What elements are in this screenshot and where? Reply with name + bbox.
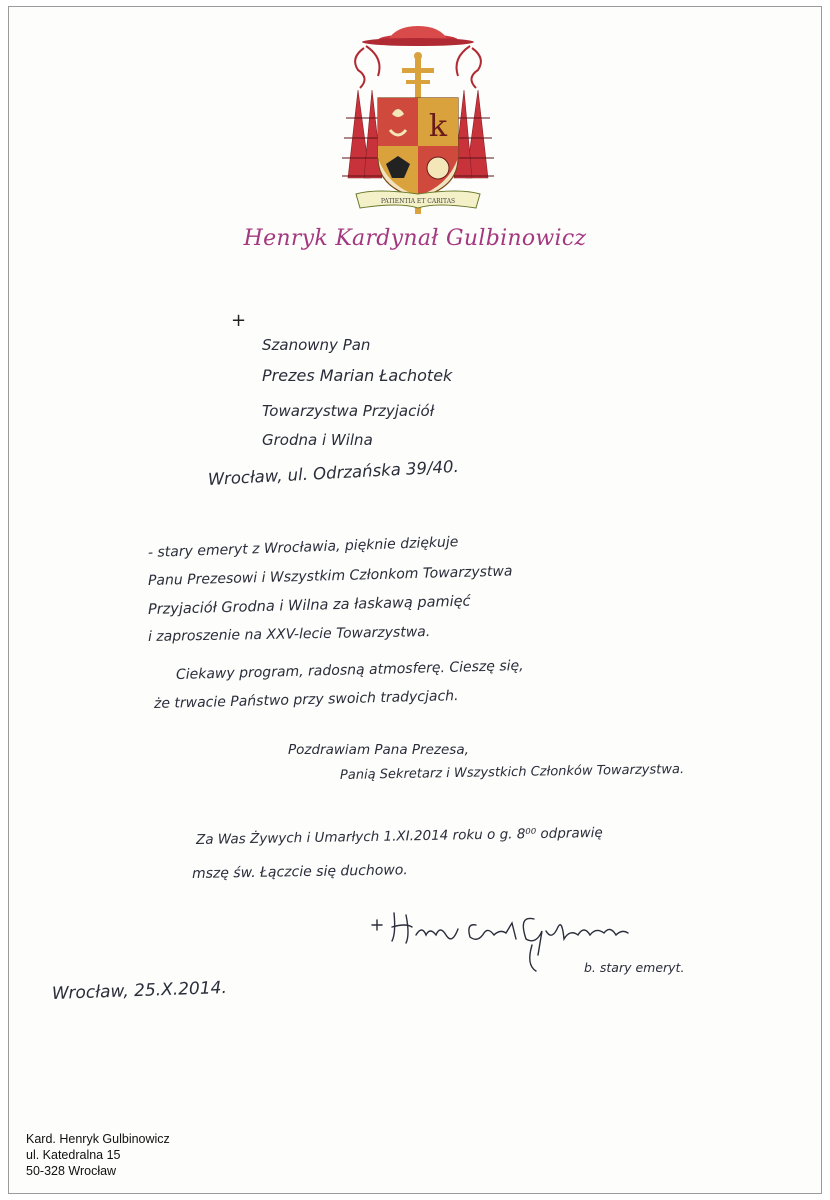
closing-line-1: Za Was Żywych i Umarłych 1.XI.2014 roku o g. 8⁰⁰ odprawię — [195, 824, 603, 848]
sender-name: Kard. Henryk Gulbinowicz — [26, 1132, 170, 1146]
cross-mark: + — [231, 310, 247, 331]
greeting-line-1: Pozdrawiam Pana Prezesa, — [288, 742, 469, 758]
letter-date: Wrocław, 25.X.2014. — [51, 977, 228, 1004]
svg-text:+ Henryk Card. Gulbinowicz: + Henryk Card. Gulbinowicz — [374, 905, 386, 906]
body-line-1: - stary emeryt z Wrocławia, pięknie dziękuje — [147, 534, 459, 561]
letterhead-name: Henryk Kardynał Gulbinowicz — [243, 226, 587, 251]
sender-street: ul. Katedralna 15 — [26, 1148, 121, 1162]
greeting-line-2: Panią Sekretarz i Wszystkich Członków Towarzystwa. — [339, 761, 685, 783]
motto-text: PATIENTIA ET CARITAS — [380, 198, 456, 205]
address-line-5: Wrocław, ul. Odrzańska 39/40. — [207, 456, 460, 489]
body-line-6: że trwacie Państwo przy swoich tradycjach. — [153, 688, 459, 712]
address-line-1: Szanowny Pan — [262, 336, 371, 354]
address-line-2: Prezes Marian Łachotek — [262, 366, 453, 385]
body-line-5: Ciekawy program, radosną atmosferę. Cieszę się, — [175, 657, 524, 683]
coat-of-arms-emblem — [336, 18, 500, 223]
sender-city: 50-328 Wrocław — [26, 1164, 117, 1178]
address-line-3: Towarzystwa Przyjaciół — [262, 402, 435, 420]
body-line-2: Panu Prezesowi i Wszystkim Członkom Towarzystwa — [147, 563, 513, 589]
closing-line-2: mszę św. Łączcie się duchowo. — [191, 862, 408, 882]
body-line-3: Przyjaciół Grodna i Wilna za łaskawą pamięć — [147, 593, 471, 618]
signature-note: b. stary emeryt. — [584, 960, 685, 975]
body-line-4: i zaproszenie na XXV-lecie Towarzystwa. — [147, 624, 431, 645]
svg-text:k: k — [428, 109, 448, 144]
sender-address — [26, 1131, 170, 1179]
address-line-4: Grodna i Wilna — [262, 431, 373, 449]
